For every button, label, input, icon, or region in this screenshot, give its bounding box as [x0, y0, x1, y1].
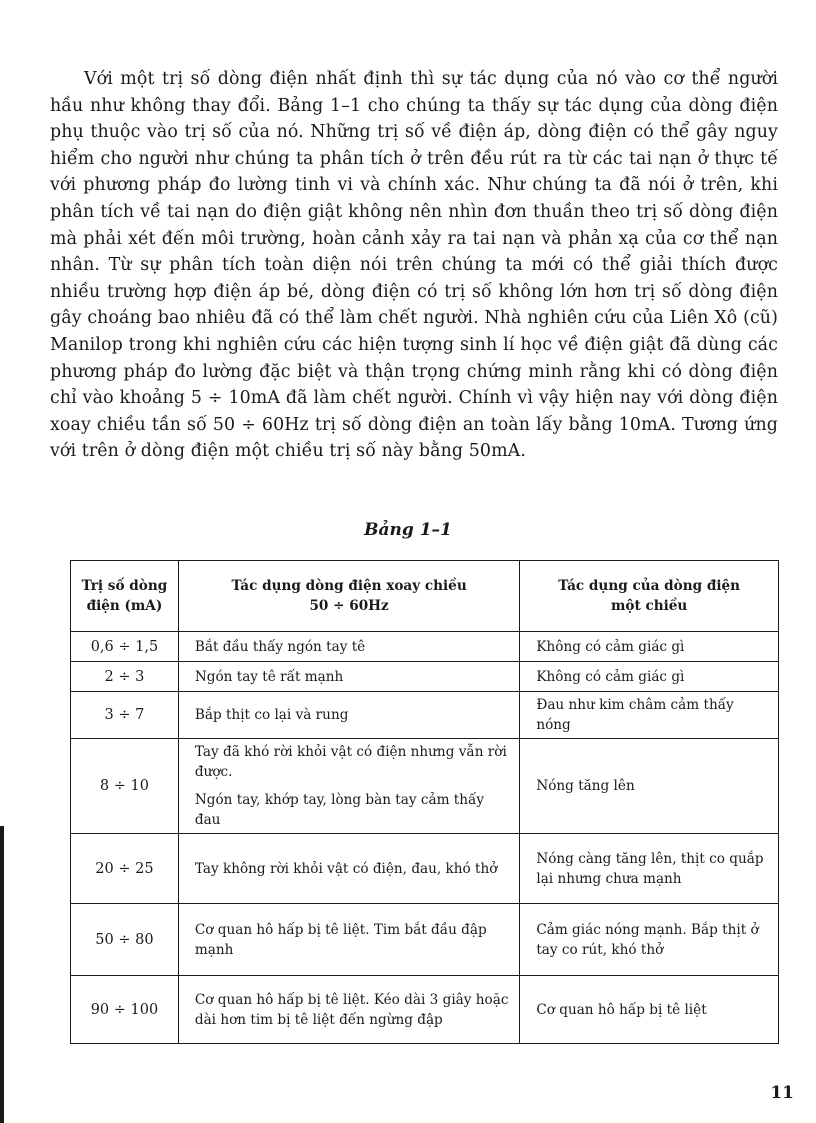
cell-current-range: 90 ÷ 100 — [71, 976, 179, 1044]
table-caption: Bảng 1–1 — [364, 520, 452, 540]
cell-dc-effect: Cơ quan hô hấp bị tê liệt — [520, 976, 779, 1044]
header-dc-effect-line1: Tác dụng của dòng điện — [558, 578, 741, 594]
table-row — [71, 662, 779, 692]
cell-dc-effect: Đau như kim châm cảm thấy nóng — [520, 692, 779, 739]
cell-current-range: 3 ÷ 7 — [71, 692, 179, 739]
cell-dc-effect: Nóng càng tăng lên, thịt co quắp lại nhưng chưa mạnh — [520, 834, 779, 904]
cell-ac-effect — [178, 976, 519, 1044]
cell-ac-effect — [178, 692, 519, 739]
cell-ac-effect — [178, 904, 519, 976]
table-row — [71, 976, 779, 1044]
cell-current-range: 0,6 ÷ 1,5 — [71, 632, 179, 662]
cell-dc-effect: Không có cảm giác gì — [520, 662, 779, 692]
cell-current-range: 2 ÷ 3 — [71, 662, 179, 692]
cell-dc-effect: Nóng tăng lên — [520, 739, 779, 834]
table-row — [71, 834, 779, 904]
scan-edge-bar — [0, 826, 4, 1123]
cell-current-range: 8 ÷ 10 — [71, 739, 179, 834]
body-paragraph: Với một trị số dòng điện nhất định thì sự tác dụng của nó vào cơ thể người hầu như không thay đổi. Bảng 1–1 cho chúng ta thấy sự tác dụng của dòng điện phụ thuộc vào trị số của nó. Những trị số về điện áp, dòng điện có thể gây nguy hiểm cho người như chúng ta phân tích ở trên đều rút ra từ các tai nạn ở thực tế với phương pháp đo lường tinh vi và chính xác. Như chúng ta đã nói ở trên, khi phân tích về tai nạn do điện giật không nên nhìn đơn thuần theo trị số dòng điện mà phải xét đến môi trường, hoàn cảnh xảy ra tai nạn và phản xạ của cơ thể nạn nhân. Từ sự phân tích toàn diện nói trên chúng ta mới có thể giải thích được nhiều trường hợp điện áp bé, dòng điện có trị số không lớn hơn trị số dòng điện gây choáng bao nhiêu đã có thể làm chết người. Nhà nghiên cứu của Liên Xô (cũ) Manilop trong khi nghiên cứu các hiện tượng sinh lí học về điện giật đã dùng các phương pháp đo lường đặc biệt và thận trọng chứng minh rằng khi có dòng điện chỉ vào khoảng 5 ÷ 10mA đã làm chết người. Chính vì vậy hiện nay với dòng điện xoay chiều tần số 50 ÷ 60Hz trị số dòng điện an toàn lấy bằng 10mA. Tương ứng với trên ở dòng điện một chiều trị số này bằng 50mA. — [50, 69, 778, 462]
current-effects-table — [70, 560, 779, 1044]
ac-effect-line: Cơ quan hô hấp bị tê liệt. Tim bắt đầu đập mạnh — [194, 921, 487, 958]
header-ac-effect — [178, 561, 519, 632]
table-body — [71, 632, 779, 1044]
ac-effect-line: Tay đã khó rời khỏi vật có điện nhưng vẫn rời được. — [194, 744, 507, 780]
page-number: 11 — [770, 1083, 794, 1103]
ac-effect-line: Bắt đầu thấy ngón tay tê — [194, 638, 366, 655]
cell-ac-effect — [178, 834, 519, 904]
cell-ac-effect — [178, 739, 519, 834]
header-ac-effect-line1: Tác dụng dòng điện xoay chiều — [231, 578, 467, 594]
table-row — [71, 739, 779, 834]
table-header-row — [71, 561, 779, 632]
cell-ac-effect — [178, 632, 519, 662]
header-ac-effect-line2: 50 ÷ 60Hz — [309, 598, 389, 614]
table-row — [71, 904, 779, 976]
cell-ac-effect — [178, 662, 519, 692]
header-current-value — [71, 561, 179, 632]
table-row — [71, 632, 779, 662]
cell-current-range: 50 ÷ 80 — [71, 904, 179, 976]
ac-effect-line: Ngón tay tê rất mạnh — [194, 668, 344, 685]
header-current-value-line2: điện (mA) — [86, 598, 163, 614]
cell-dc-effect: Không có cảm giác gì — [520, 632, 779, 662]
table-row — [71, 692, 779, 739]
header-current-value-line1: Trị số dòng — [81, 578, 168, 594]
ac-effect-line: Bắp thịt co lại và rung — [194, 707, 349, 723]
cell-current-range: 20 ÷ 25 — [71, 834, 179, 904]
ac-effect-line: Tay không rời khỏi vật có điện, đau, khó thở — [194, 860, 498, 877]
ac-effect-line: Ngón tay, khớp tay, lòng bàn tay cảm thấy đau — [194, 792, 485, 828]
ac-effect-line: Cơ quan hô hấp bị tê liệt. Kéo dài 3 giây hoặc dài hơn tim bị tê liệt đến ngừng đập — [194, 991, 509, 1028]
cell-dc-effect: Cảm giác nóng mạnh. Bắp thịt ở tay co rút, khó thở — [520, 904, 779, 976]
header-dc-effect — [520, 561, 779, 632]
header-dc-effect-line2: một chiều — [611, 598, 688, 614]
